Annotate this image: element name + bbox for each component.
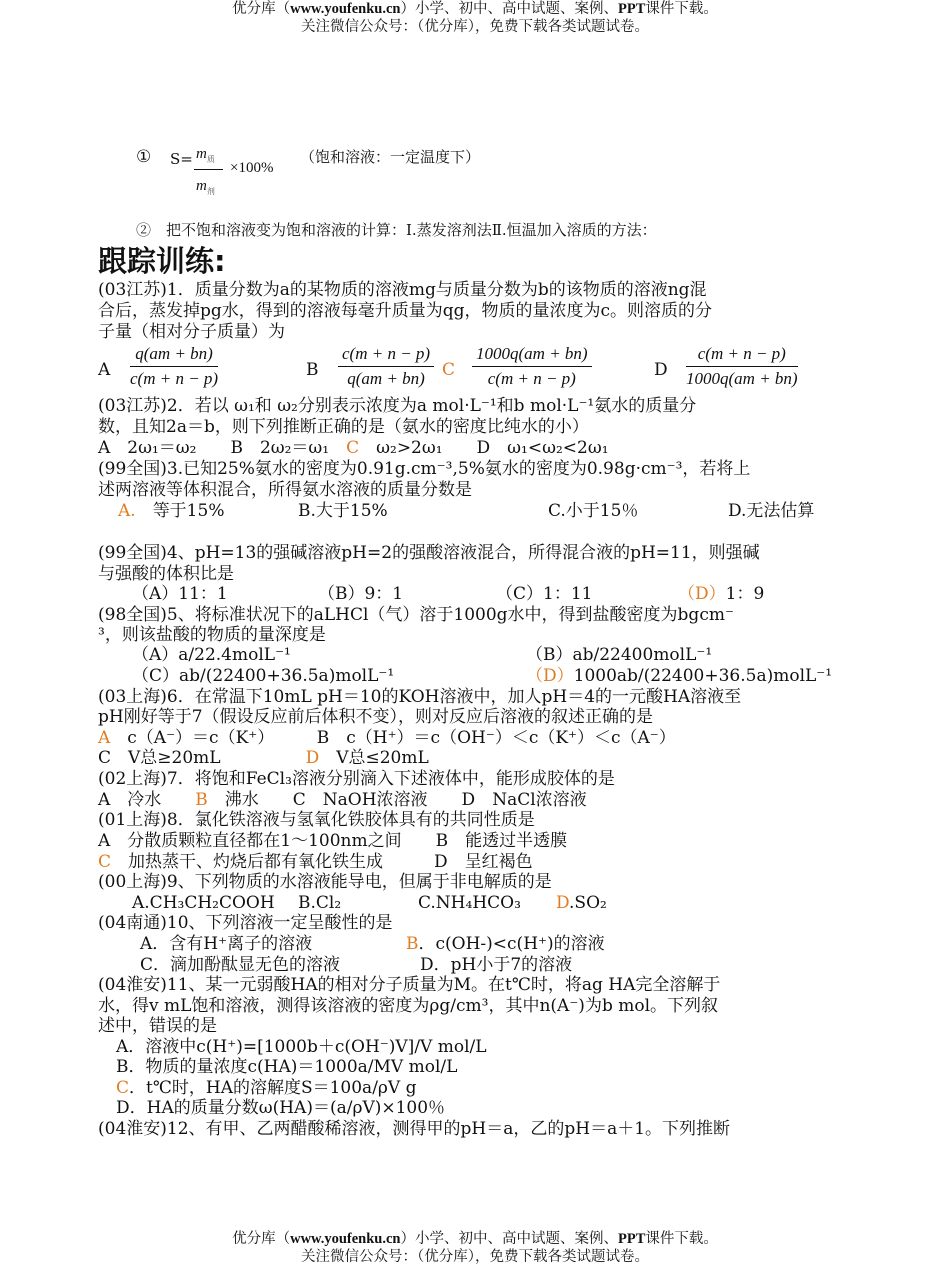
q5-option-d: （D）1000ab/(22400+36.5a)molL⁻¹ <box>526 666 833 686</box>
q1-option-b-fraction: $\frac{c(m + n - p)}{q(am + bn)}$ <box>338 344 434 389</box>
q7-line-1: (02上海)7．将饱和FeCl₃溶液分别滴入下述液体中，能形成胶体的是 <box>98 769 615 789</box>
q9-option-b: B.Cl₂ <box>298 893 342 913</box>
q11-option-c: C．t℃时，HA的溶解度S＝100a/ρV g <box>116 1078 417 1098</box>
q4-line-2: 与强酸的体积比是 <box>98 564 234 584</box>
q3-option-a: A. 等于15% <box>118 501 225 521</box>
q6-line-1: (03上海)6．在常温下10mL pH＝10的KOH溶液中，加人pH＝4的一元酸HA溶液至 <box>98 687 742 707</box>
footer-line-1: 优分库（www.youfenku.cn）小学、初中、高中试题、案例、PPT课件下载。 <box>232 1231 718 1247</box>
q5-line-1: (98全国)5、将标准状况下的aLHCl（气）溶于1000g水中，得到盐酸密度为bgcm⁻ <box>98 605 734 625</box>
footer-line-2: 关注微信公众号：（优分库），免费下载各类试题试卷。 <box>301 1249 649 1265</box>
q6-options-ab: A c（A⁻）＝c（K⁺） B c（H⁺）＝c（OH⁻）＜c（K⁺）＜c（A⁻） <box>98 728 676 748</box>
q10-option-a: A．含有H⁺离子的溶液 <box>140 934 313 954</box>
q1-option-a-fraction: $\frac{q(am + bn)}{c(m + n - p)}$ <box>130 344 219 388</box>
q3-line-1: (99全国)3.已知25%氨水的密度为0.91g.cm⁻³,5%氨水的密度为0.98g·cm⁻³，若将上 <box>98 459 751 479</box>
q4-line-1: (99全国)4、pH=13的强碱溶液pH=2的强酸溶液混合，所得混合液的pH=11，则强碱 <box>98 543 760 563</box>
q1-option-d-fraction: $\frac{c(m + n - p)}{1000q(am + bn)}$ <box>686 344 798 388</box>
q1-option-b-label: B <box>306 360 319 380</box>
formula-note: （饱和溶液：一定温度下） <box>300 148 481 166</box>
q7-options: A 冷水 B 沸水 C NaOH浓溶液 D NaCl浓溶液 <box>98 790 587 810</box>
q6-options-cd: C V总≥20mL D V总≤20mL <box>98 748 429 768</box>
q2-options: A 2ω₁＝ω₂ B 2ω₂＝ω₁ C ω₂>2ω₁ D ω₁<ω₂<2ω₁ <box>98 438 609 458</box>
page-footer <box>0 1230 950 1266</box>
q10-option-b: B．c(OH-)<c(H⁺)的溶液 <box>406 934 605 954</box>
q1-option-d-label: D <box>654 360 668 380</box>
q1-line-2: 合后，蒸发掉pg水，得到的溶液每毫升质量为qg，物质的量浓度为c。则溶质的分 <box>98 301 713 321</box>
q3-option-c: C.小于15％ <box>548 501 639 521</box>
formula-number: ① <box>136 147 152 167</box>
q1-line-1: (03江苏)1．质量分数为a的某物质的溶液mg与质量分数为b的该物质的溶液ng混 <box>98 280 707 300</box>
q2-line-1: (03江苏)2．若以 ω₁和 ω₂分别表示浓度为a mol·L⁻¹和b mol·L⁻¹氨水的质量分 <box>98 396 697 416</box>
q4-option-d: （D）1：9 <box>678 584 765 604</box>
q1-option-c-fraction: $\frac{1000q(am + bn)}{c(m + n - p)}$ <box>472 344 592 389</box>
q9-option-a: A.CH₃CH₂COOH <box>132 893 275 913</box>
q11-line-1: (04淮安)11、某一元弱酸HA的相对分子质量为M。在t℃时，将ag HA完全溶解于 <box>98 975 721 995</box>
q11-option-a: A．溶液中c(H⁺)=[1000b＋c(OH⁻)V]/V mol/L <box>116 1037 487 1057</box>
q9-line-1: (00上海)9、下列物质的水溶液能导电，但属于非电解质的是 <box>98 872 552 892</box>
q8-options-ab: A 分散质颗粒直径都在1～100nm之间 B 能透过半透膜 <box>98 831 568 851</box>
q9-option-d: D.SO₂ <box>556 893 607 913</box>
q4-option-c: （C）1：11 <box>496 584 593 604</box>
q1-option-c-label: C <box>442 360 456 380</box>
q11-option-b: B．物质的量浓度c(HA)＝1000a/MV mol/L <box>116 1057 458 1077</box>
item-2: ② 把不饱和溶液变为饱和溶液的计算：Ⅰ.蒸发溶剂法Ⅱ.恒温加入溶质的方法： <box>136 221 657 239</box>
q5-option-a: （A）a/22.4molL⁻¹ <box>132 645 291 665</box>
formula-s: S= <box>170 150 193 168</box>
formula-fraction: $m_质$ $m_剂$ <box>194 146 223 197</box>
q5-option-c: （C）ab/(22400+36.5a)molL⁻¹ <box>132 666 395 686</box>
q9-option-c: C.NH₄HCO₃ <box>418 893 521 913</box>
q5-option-b: （B）ab/22400molL⁻¹ <box>526 645 713 665</box>
q11-option-d: D．HA的质量分数ω(HA)＝(a/ρV)×100％ <box>116 1098 446 1118</box>
q5-line-2: ³，则该盐酸的物质的量深度是 <box>98 625 326 645</box>
q11-line-2: 水，得v mL饱和溶液，测得该溶液的密度为ρg/cm³，其中n(A⁻)为b mol。下列叙 <box>98 996 719 1016</box>
q1-line-3: 子量（相对分子质量）为 <box>98 322 285 342</box>
header-line-2: 关注微信公众号：（优分库），免费下载各类试题试卷。 <box>301 19 649 35</box>
q8-options-cd: C 加热蒸干、灼烧后都有氧化铁生成 D 呈红褐色 <box>98 852 533 872</box>
q11-line-3: 述中，错误的是 <box>98 1016 217 1036</box>
q1-option-a-label: A <box>98 360 111 380</box>
q2-line-2: 数，且知2a＝b，则下列推断正确的是（氨水的密度比纯水的小） <box>98 417 589 437</box>
q6-line-2: pH刚好等于7（假设反应前后体积不变），则对反应后溶液的叙述正确的是 <box>98 707 654 727</box>
section-title: 跟踪训练: <box>98 244 226 278</box>
q8-line-1: (01上海)8．氯化铁溶液与氢氧化铁胶体具有的共同性质是 <box>98 810 535 830</box>
q3-line-2: 述两溶液等体积混合，所得氨水溶液的质量分数是 <box>98 480 472 500</box>
q4-option-a: （A）11：1 <box>132 584 228 604</box>
q12-line-1: (04淮安)12、有甲、乙两醋酸稀溶液，测得甲的pH＝a，乙的pH＝a＋1。下列推断 <box>98 1119 731 1139</box>
header-line-1: 优分库（www.youfenku.cn）小学、初中、高中试题、案例、PPT课件下载。 <box>232 1 718 17</box>
q10-option-d: D．pH小于7的溶液 <box>420 955 573 975</box>
q10-option-c: C．滴加酚酞显无色的溶液 <box>140 955 341 975</box>
q10-line-1: (04南通)10、下列溶液一定呈酸性的是 <box>98 913 393 933</box>
q3-option-d: D.无法估算 <box>728 501 815 521</box>
q3-option-b: B.大于15% <box>298 501 388 521</box>
formula-times: ×100% <box>230 160 274 176</box>
q4-option-b: （B）9：1 <box>318 584 404 604</box>
